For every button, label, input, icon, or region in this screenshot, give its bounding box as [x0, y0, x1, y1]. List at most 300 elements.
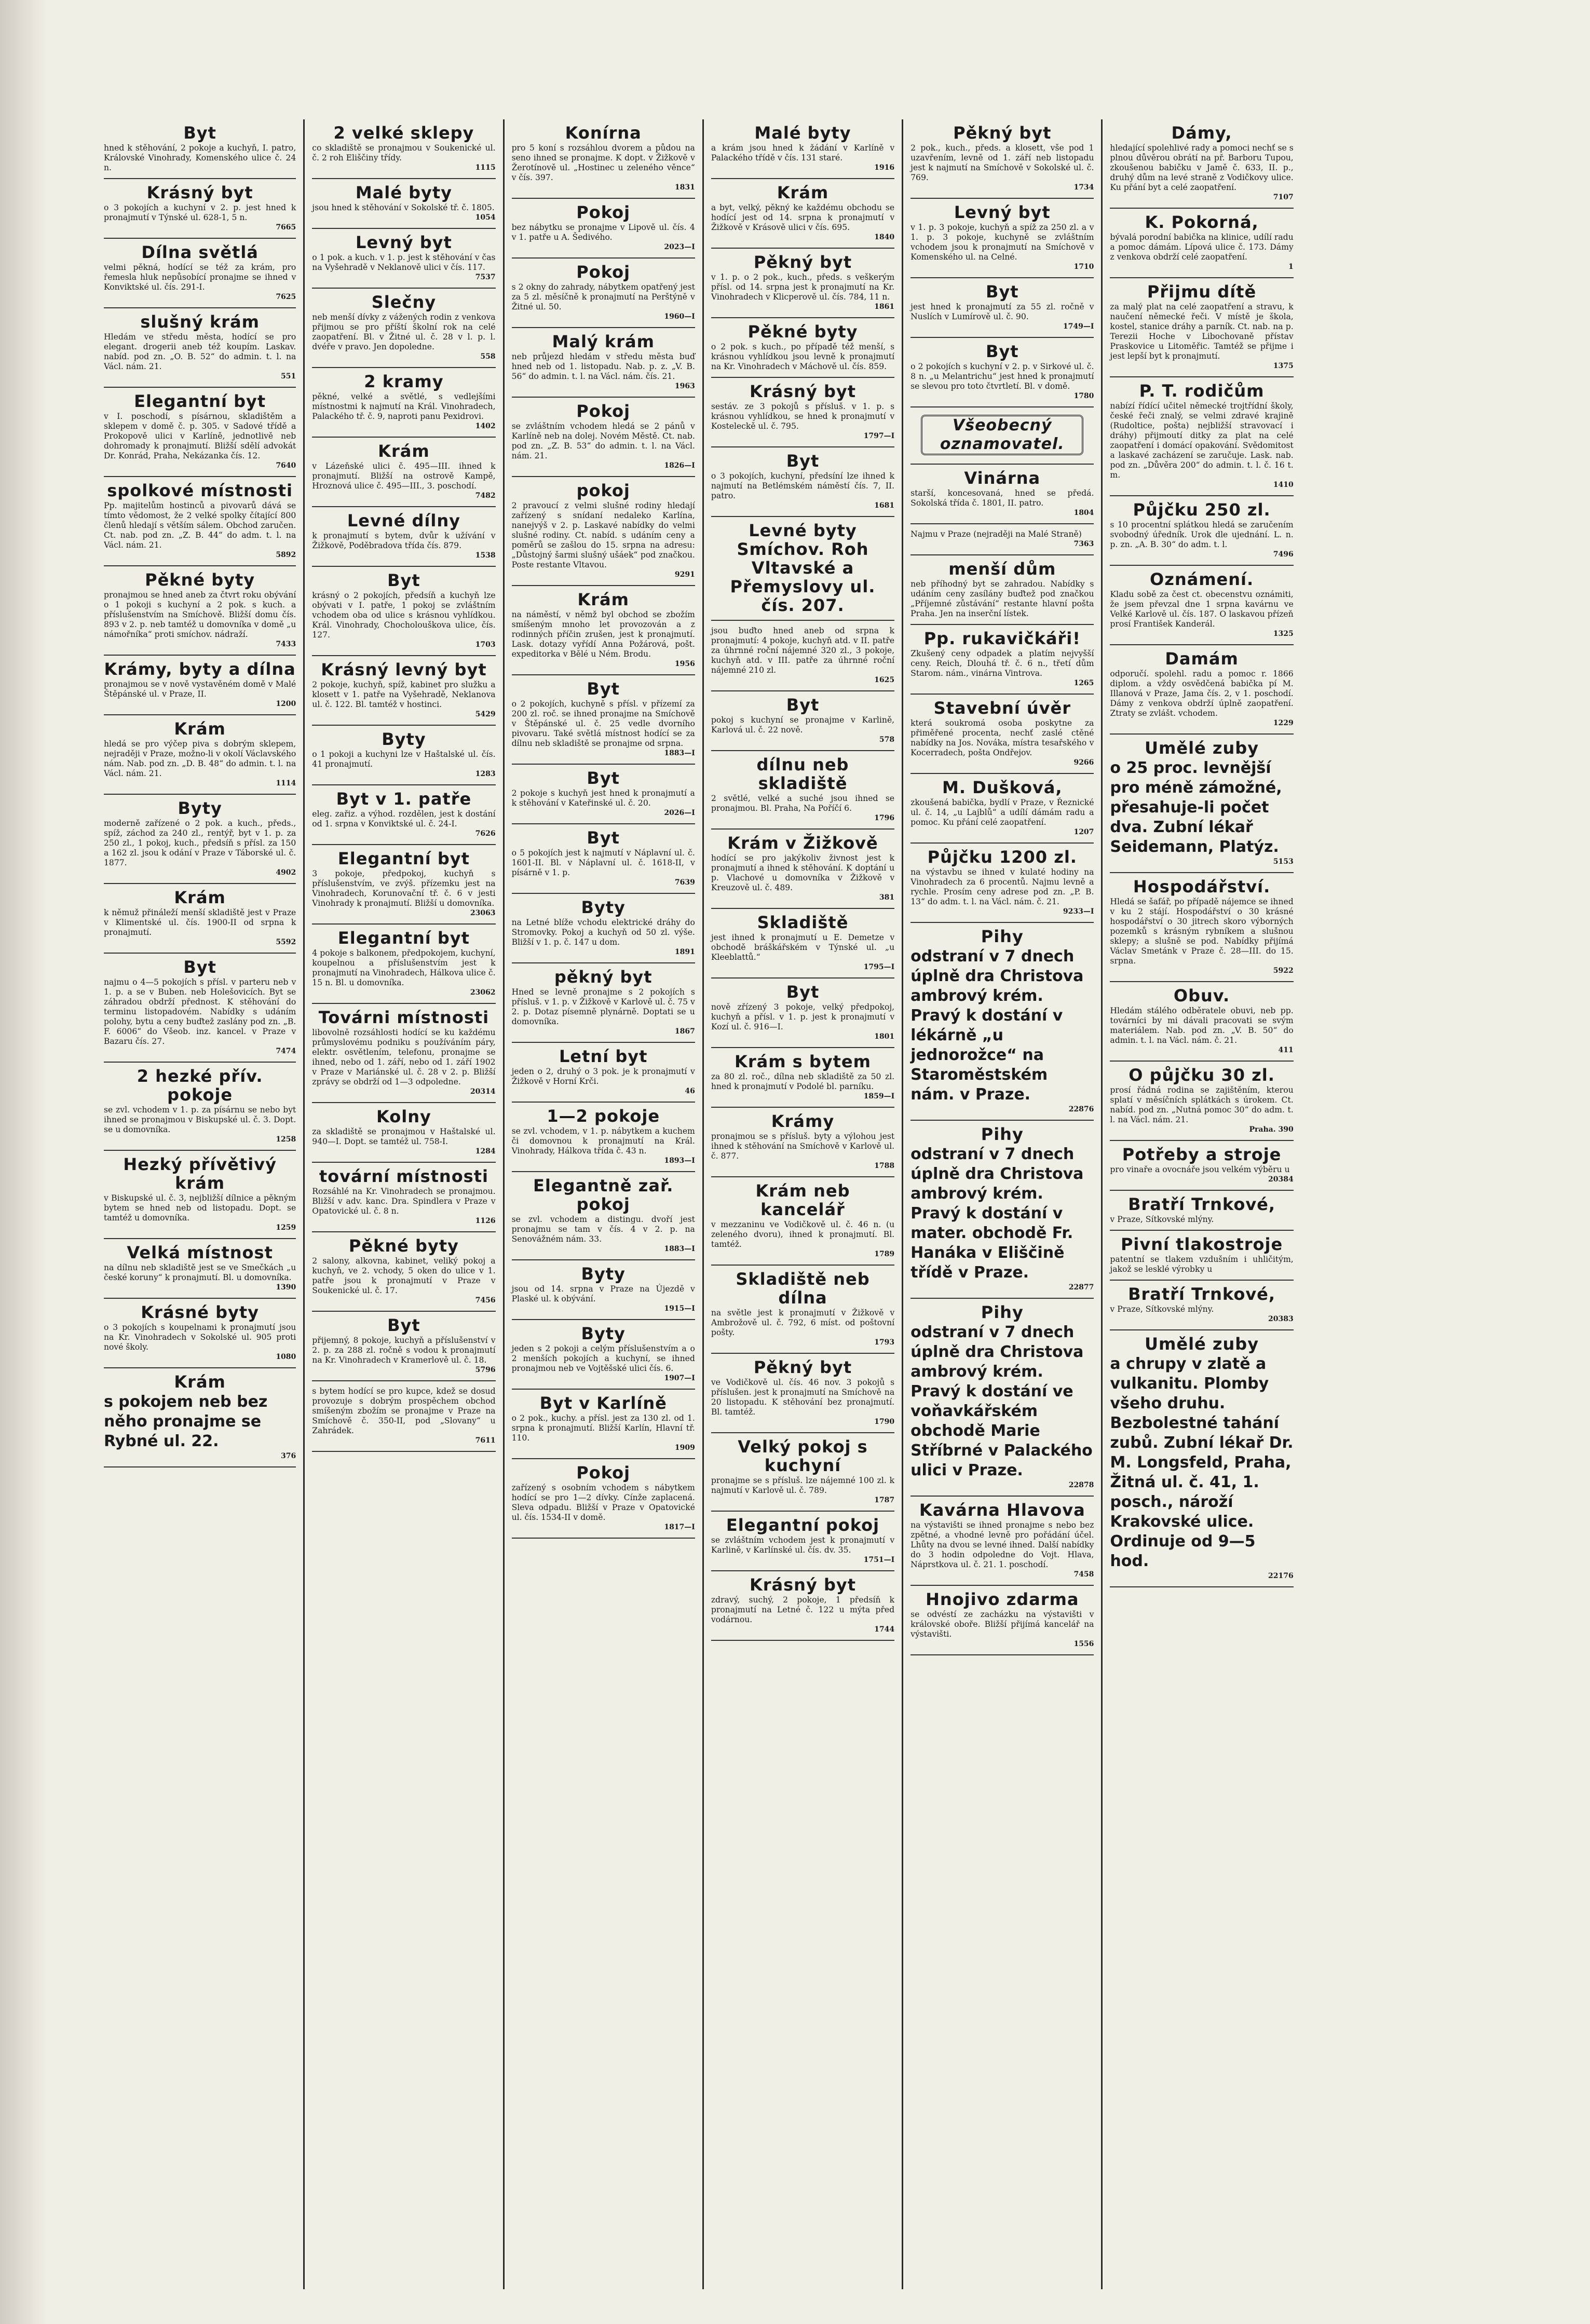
ad-body: a chrupy v zlatě a vulkanitu. Plomby všeho druhu. Bezbolestné tahání zubů. Zubní lékař Dr. M. Longsfeld, Praha, Žitná ul. č. 41, 1. posch., nároží Krakovské ulice. Ordinuje od 9—5 hod. — [1110, 1355, 1294, 1570]
ad-body: neb menší dívky z vážených rodin z venkova přijmou se pro příští školní rok na celé zaopatření. Bl. v Žitné ul. č. 28 v l. p. l. dvéře v pravo. Jen dopoledne. — [312, 312, 496, 351]
ad-body: ve Vodičkově ul. čís. 46 nov. 3 pokojů s příslušen. jest k pronajmutí na Smíchově na 20 listopadu. K stěhování bez pronajmutí. Bl. tamtéž. — [711, 1378, 895, 1417]
classified-ad — [1110, 982, 1293, 1062]
ad-body: patentní se tlakem vzdušním i uhličitým, jakož se lesklé výrobky u — [1110, 1255, 1294, 1274]
ad-number: 1 — [1288, 263, 1294, 271]
ad-heading: Byt v 1. patře — [336, 789, 472, 809]
ad-heading: spolkové místnosti — [107, 481, 293, 500]
ad-body: Hledám ve středu města, hodící se pro elegant. drogerii aneb též koupím. Laskav. nabíd. pod zn. „O. B. 52“ do admin. t. l. na Václ. nám. 21. — [104, 332, 296, 371]
ad-heading: Byt — [387, 570, 420, 590]
ad-body: pronajmou se v nově vystavěném domě v Malé Štěpánské ul. v Praze, II. — [104, 679, 296, 699]
classified-ad — [104, 1299, 296, 1368]
ad-heading: Kavárna Hlavova — [919, 1500, 1085, 1520]
classified-ad — [711, 447, 894, 517]
ad-number: 1054 — [475, 213, 496, 222]
ad-heading: tovární místnosti — [319, 1166, 488, 1186]
ad-number: 1960—I — [664, 312, 695, 321]
classified-ad — [512, 328, 695, 398]
ad-heading: Byt — [786, 451, 820, 471]
ad-number: 22878 — [1068, 1481, 1094, 1489]
classified-ad — [1110, 873, 1293, 982]
ad-heading: Umělé zuby — [1145, 738, 1259, 758]
ad-number: 1891 — [674, 948, 695, 956]
ad-heading: Levný byt — [356, 233, 452, 252]
ad-heading: Elegantní byt — [337, 928, 470, 948]
ad-heading: K. Pokorná, — [1145, 212, 1259, 232]
classified-ad — [104, 1239, 296, 1299]
classified-ad — [312, 368, 495, 438]
ad-body: jsou buďto hned aneb od srpna k pronajmutí: 4 pokoje, kuchyň atd. v II. patře za úhrnné roční nájemné 320 zl., 3 pokoje, kuchyň atd. v III. patře za úhrnné roční nájemné 210 zl. — [711, 626, 895, 675]
ad-body: v Praze, Sítkovské mlýny. — [1110, 1215, 1214, 1224]
ad-heading: Hospodářství. — [1133, 877, 1271, 896]
ad-heading: Obuv. — [1173, 986, 1230, 1005]
classified-ad — [910, 923, 1094, 1121]
ad-body: libovolně rozsáhlosti hodící se ku každému průmyslovému podniku s používáním páry, elektr. osvětlením, telefonu, pronajme se ihned, nebo od 1. září, nebo od 1. září 1902 v Praze v Mariánské ul. č. 28 v 2. p. Bližší zprávy se obdrží od 1—3 odpoledne. — [312, 1028, 496, 1086]
classified-ad — [312, 1381, 495, 1452]
ad-body: v Biskupské ul. č. 3, nejbližší dílnice a pěkným bytem se hned neb od listopadu. Dopt. se tamtéž u domovníka. — [104, 1193, 296, 1222]
ad-body: odporučí. spolehl. radu a pomoc r. 1866 diplom. a vždy osvědčená babička pí M. Illanová v Praze, Jama čís. 2, v 1. poschodí. Dámy z venkova obdrží úplně zaopatření. Ztraty se zvlášt. vchodem. — [1110, 669, 1294, 718]
ad-heading: Byt — [183, 123, 216, 143]
classified-ad — [1110, 566, 1293, 645]
ad-body: pokoj s kuchyní se pronajme v Karlině, Karlová ul. č. 22 nově. — [711, 715, 895, 735]
classified-ad — [104, 179, 296, 239]
ad-heading: Konírna — [565, 123, 642, 143]
ad-heading: Pokoj — [576, 202, 631, 222]
classified-ad — [910, 844, 1094, 923]
ad-heading: Hezký přívětivý krám — [123, 1154, 277, 1193]
ad-heading: Velký pokoj s kuchyní — [738, 1437, 868, 1475]
ad-body: 2 pokoje, kuchyň, spíž, kabinet pro služku a klosett v 1. patře na Vyšehradě, Neklanova ul. č. 122. Bl. tamtéž v hostinci. — [312, 680, 496, 709]
ad-heading: Levné dílny — [347, 511, 460, 531]
ad-heading: Přijmu dítě — [1147, 282, 1257, 302]
ad-number: 1797—I — [863, 432, 895, 440]
ad-body: Pp. majitelům hostinců a pivovarů dává se tímto vědomost, že 2 velké spolky čítající 800 členů hledají s větším sálem. Obchod zaručen. Ct. nab. pod zn. „Z. B. 44“ do adm. t. l. na Václ. nám. 21. — [104, 501, 296, 550]
classified-ad — [312, 289, 495, 368]
ad-number: 7625 — [276, 293, 296, 301]
ad-body: 2 salony, alkovna, kabinet, veliký pokoj a kuchyň, ve 2. vchody, 5 oken do ulice v 1. patře jsou k pronajmutí v Praze v Soukenické ul. č. 17. — [312, 1256, 496, 1295]
ad-number: 1284 — [475, 1147, 496, 1156]
classified-ad — [711, 978, 894, 1048]
classified-ad — [312, 119, 495, 179]
ad-body: o 3 pokojích a kuchyní v 2. p. jest hned k pronajmutí v Týnské ul. 628-1, 5 n. — [104, 203, 296, 222]
ad-body: Hledá se šafář, po případě nájemce se ihned v ku 2 stájí. Hospodářství o 30 krásné hospodářství o 30 jitrech skoro výborných pozemků s krásným rybníkem a slušnou sklepy; a slušně se pod. Nabídky přijímá Václav Smetánk v Praze č. 28—III. do 15. srpna. — [1110, 897, 1294, 966]
ad-body: Rozsáhlé na Kr. Vinohradech se pronajmou. Bližší v adv. kanc. Dra. Spindlera v Praze v Opatovické ul. č. 8 n. — [312, 1187, 496, 1216]
ad-body: za skladiště se pronajmou v Haštalské ul. 940—I. Dopt. se tamtéž ul. 758-I. — [312, 1127, 496, 1146]
ad-heading: Krámy — [771, 1111, 835, 1131]
ad-number: 2023—I — [664, 243, 695, 251]
classified-ad — [104, 119, 296, 179]
ad-body: o 3 pokojích, kuchyní, předsíní lze ihned k najmutí na Betlémském náměstí čís. 7, II. patro. — [711, 471, 895, 500]
ad-body: sestáv. ze 3 pokojů s přísluš. v 1. p. s krásnou vyhlídkou, se hned k pronajmutí v Kosteleckě ul. č. 795. — [711, 402, 895, 431]
ad-heading: Levné byty Smíchov. Roh Vltavské a Přemyslovy ul. čís. 207. — [730, 521, 876, 615]
ad-heading: Skladiště — [757, 913, 849, 932]
ad-heading: Oznámení. — [1149, 569, 1254, 589]
ad-body: v 1. p. 3 pokoje, kuchyň a spíž za 250 zl. a v 1. p. 3 pokoje, kuchyně se zvláštním vchodem jsou k pronajmutí na Smíchově v Komenského ul. na Celné. — [910, 223, 1094, 262]
ad-body: pěkné, velké a světlé, s vedlejšími místnostmi k najmutí na Král. Vinohradech, Palackého tř. č. 9, naproti panu Pexidrovi. — [312, 392, 496, 421]
classified-ad — [512, 675, 695, 765]
classified-ad — [312, 1232, 495, 1312]
classified-ad — [312, 845, 495, 925]
ad-heading: Pěkný byt — [953, 123, 1052, 143]
classified-ad — [910, 524, 1094, 555]
ad-heading: Elegantní pokoj — [726, 1515, 880, 1535]
classified-ad — [512, 586, 695, 675]
classified-ad — [312, 229, 495, 289]
ad-heading: Malé byty — [754, 123, 851, 143]
ad-number: 1963 — [674, 382, 695, 390]
ad-number: 1734 — [1073, 183, 1094, 192]
ad-number: 7665 — [276, 223, 296, 232]
ad-number: 9266 — [1073, 758, 1094, 767]
ad-body: prosí řádná rodina se zajištěním, kterou splatí v měsíčních splátkách s úrokem. Ct. nabíd. pod zn. „Nutná pomoc 30“ do adm. t. l. na Václ. nám. 21. — [1110, 1085, 1294, 1124]
ad-body: v I. poschodí, s písárnou, skladištěm a sklepem v domě č. p. 305. v Sadové třídě a Prokopově ulici v Karlíně, jednotlivě neb dohromady k pronajmutí. Bližší sdělí advokát Dr. Konrád, Praha, Nekázanka čís. 12. — [104, 412, 296, 460]
ad-number: 22176 — [1268, 1572, 1294, 1580]
classified-ad — [1110, 496, 1293, 566]
ad-body: o 3 pokojích s koupelnami k pronajmutí jsou na Kr. Vinohradech v Sokolské ul. 905 proti nové školy. — [104, 1323, 296, 1352]
classified-ad — [1110, 1281, 1293, 1330]
ad-number: 558 — [480, 352, 496, 361]
classified-ad — [104, 1151, 296, 1239]
ad-body: neb příhodný byt se zahradou. Nabídky s udáním ceny zasílány buďtež pod značkou „Příjemné zůstávání“ restante hlavní pošta Praha. Jen na inserční lístek. — [910, 579, 1094, 618]
ad-number: 1259 — [276, 1224, 296, 1232]
classified-ad — [910, 1299, 1094, 1497]
ad-body: o 2 pok. s kuch., po případě též menší, s krásnou vyhlídkou jsou levně k pronajmutí na Kr. Vinohradech v Máchově ul. čís. 859. — [711, 342, 895, 371]
classified-ad — [512, 1043, 695, 1103]
classified-ad — [1110, 119, 1293, 209]
ad-number: 5796 — [475, 1366, 496, 1374]
ad-number: 22877 — [1068, 1283, 1094, 1292]
classified-ad — [104, 308, 296, 388]
ad-number: 7433 — [276, 640, 296, 648]
ad-number: 7474 — [276, 1047, 296, 1055]
ad-heading: Krám — [174, 1372, 226, 1392]
ad-body: o 25 proc. levnější pro méně zámožné, přesahuje-li počet dva. Zubní lékař Seidemann, Platýz. — [1110, 759, 1282, 856]
classified-ad — [312, 507, 495, 567]
ad-body: pronajmou se s přísluš. byty a výlohou jest ihned k stěhování na Smíchově v Karlově ul. č. 877. — [711, 1132, 895, 1161]
classified-ad — [512, 199, 695, 259]
ad-number: 1788 — [874, 1162, 895, 1170]
classified-ad — [711, 517, 894, 621]
classified-ad — [910, 1497, 1094, 1586]
ad-heading: Pp. rukavičkáři! — [923, 629, 1081, 648]
ad-number: 1796 — [874, 814, 895, 822]
ad-heading: Pěkné byty — [145, 570, 255, 590]
ad-number: 1749—I — [1063, 322, 1094, 331]
classified-ad — [711, 691, 894, 751]
ad-number: 1207 — [1073, 828, 1094, 836]
classified-ad — [711, 830, 894, 909]
ad-heading: Továrni místnosti — [318, 1008, 490, 1027]
ad-number: 1710 — [1073, 263, 1094, 271]
ad-heading: Krám v Žižkově — [727, 833, 878, 853]
classified-ad — [910, 625, 1094, 695]
classified-ad — [711, 1354, 894, 1433]
classified-ad — [711, 1433, 894, 1512]
ad-number: 5592 — [276, 938, 296, 946]
page-edge-shadow — [0, 0, 47, 2324]
ad-body: v mezzaninu ve Vodičkově ul. č. 46 n. (u zeleného dvoru), ihned k pronajmutí. Bl. tamtéž. — [711, 1220, 895, 1249]
ad-number: 411 — [1278, 1046, 1294, 1054]
ad-number: 1801 — [874, 1032, 895, 1041]
ad-number: 1840 — [874, 233, 895, 241]
ad-heading: Levný byt — [954, 202, 1051, 222]
ad-body: odstraní v 7 dnech úplně dra Christova ambrový krém. Pravý k dostání v mater. obchodě Fr. Hanáka v Eliščině třídě v Praze. — [910, 1145, 1084, 1282]
classified-ad — [910, 1121, 1094, 1299]
ad-number: 7458 — [1073, 1570, 1094, 1579]
ad-heading: Pihy — [981, 1302, 1024, 1322]
ad-number: 9291 — [674, 570, 695, 579]
ad-number: 7626 — [475, 830, 496, 838]
ad-body: 2 pravoucí z velmi slušné rodiny hledají zařízený s snídaní nedaleko Karlína, nanejvýš v 2. p. Laskavé nabídky do velmi slušné rodiny. Ct. nabíd. s udáním ceny a poměrů se zašlou do 15. srpna na adresu: „Důstojný šarmi slušný ušáek“ pod značkou. Poste restante Vltavou. — [511, 501, 695, 569]
ad-heading: Krásný byt — [146, 183, 253, 202]
classified-ad — [312, 726, 495, 785]
classified-ad — [910, 119, 1094, 199]
ad-number: 1826—I — [664, 461, 695, 470]
classified-ad — [1110, 1141, 1293, 1191]
ad-body: v 1. p. o 2 pok., kuch., předs. s veškerým přísl. od 14. srpna jest k pronajmutí na Kr. Vinohradech v Klicperově ul. čís. 784, 11 n. — [711, 273, 895, 302]
ad-body: v Praze, Sítkovské mlýny. — [1110, 1304, 1214, 1314]
ad-number: 1538 — [475, 551, 496, 560]
ad-body: o 5 pokojích jest k najmutí v Náplavní ul. č. 1601-II. Bl. v Náplavní ul. č. 1618-II, v písárně v 1. p. — [511, 848, 695, 877]
ad-heading: 2 hezké přív. pokoje — [137, 1066, 263, 1105]
ad-number: 7639 — [674, 878, 695, 887]
ad-number: 1229 — [1273, 719, 1294, 727]
classified-ad — [711, 1048, 894, 1108]
ad-body: se zvl. vchodem v 1. p. za písárnu se nebo byt ihned se pronajmou v Biskupské ul. č. 3. Dopt. se u domovníka. — [104, 1105, 296, 1134]
ad-heading: Pěkný byt — [753, 252, 852, 272]
classified-ad — [512, 765, 695, 824]
ad-heading: Krám — [378, 441, 430, 461]
ad-body: pro vinaře a ovocnáře jsou velkém výběru u — [1110, 1165, 1290, 1174]
classified-ad — [512, 1103, 695, 1172]
ad-number: 1883—I — [664, 749, 695, 757]
ad-heading: Slečny — [371, 292, 437, 312]
ad-heading: slušný krám — [140, 312, 260, 332]
ad-number: 1115 — [475, 164, 496, 172]
ad-heading: Hnojivo zdarma — [926, 1589, 1079, 1609]
ad-number: 20314 — [470, 1088, 496, 1096]
ad-heading: Půjčku 1200 zl. — [927, 847, 1077, 867]
ad-number: 1375 — [1273, 362, 1294, 370]
classified-ad — [104, 566, 296, 656]
classified-ad — [711, 621, 894, 691]
ad-body: o 2 pok., kuchy. a přísl. jest za 130 zl. od 1. srpna k pronajmutí. Bližší Karlín, Hlavní tř. 110. — [511, 1414, 695, 1443]
classified-ad — [512, 477, 695, 586]
ad-heading: pěkný byt — [554, 967, 653, 987]
ad-body: jest hned k pronajmutí za 55 zl. ročně v Nuslích v Lumírově ul. č. 90. — [910, 302, 1094, 321]
ad-heading: Dílna světlá — [141, 242, 259, 262]
ad-body: pro 5 koní s rozsáhlou dvorem a půdou na seno ihned se pronajme. K dopt. v Žižkově v Žerotínově ul. „Hostinec u zeleného věnce“ v čís. 397. — [511, 143, 695, 182]
ad-heading: Byt — [587, 679, 620, 699]
ad-body: s 10 procentní splátkou hledá se zaručením svobodný úředník. Urok dle ujednání. L. n. p. zn. „A. B. 30“ do adm. t. l. — [1110, 520, 1294, 549]
classified-ad — [910, 555, 1094, 625]
ad-body: co skladiště se pronajmou v Soukenické ul. č. 2 roh Eliščiny třídy. — [312, 143, 496, 162]
ad-body: se odvéstí ze zacházku na výstavišti v královské oboře. Bližší přijímá kancelář na výstavišti. — [910, 1610, 1094, 1639]
ad-number: 4902 — [276, 868, 296, 877]
ad-heading: Elegantně zař. pokoj — [533, 1176, 674, 1214]
ad-number: 5922 — [1273, 967, 1294, 975]
ad-body: o 1 pokoji a kuchyni lze v Haštalské ul. čís. 41 pronajmutí. — [312, 750, 496, 769]
ad-number: 1200 — [276, 700, 296, 708]
ad-body: bez nábytku se pronajme v Lipově ul. čís. 4 v 1. patře u A. Šedivého. — [511, 223, 695, 242]
ad-heading: Vinárna — [964, 468, 1041, 488]
ad-heading: Byt — [986, 342, 1019, 361]
ad-body: na Letné blíže vchodu elektrické dráhy do Stromovky. Pokoj a kuchyň od 50 zl. výše. Bližší v 1. p. č. 147 u dom. — [511, 918, 695, 947]
ad-number: 1126 — [475, 1217, 496, 1225]
ad-number: 1114 — [276, 779, 296, 787]
ad-number: 7482 — [475, 492, 496, 500]
ad-body: velmi pěkná, hodící se též za krám, pro řemesla hluk nepůsobící pronajme se ihned v Konviktské ul. čís. 291-I. — [104, 263, 296, 292]
ad-number: 1751—I — [863, 1556, 895, 1564]
classified-ad — [312, 567, 495, 656]
ad-heading: Umělé zuby — [1145, 1334, 1259, 1354]
ad-body: pronajmou se hned aneb za čtvrt roku obývání o 1 pokoji s kuchyní a 2 pok. s kuch. a příslušenstvím na Smíchově. Bližší domu čís. 893 v 2. p. neb tamtéž u domovníka v domě „u námořníka“ proti smíchov. nádraží. — [104, 590, 296, 639]
ad-heading: Byty — [178, 798, 222, 818]
ad-heading: Krám s bytem — [735, 1052, 871, 1071]
classified-ad — [512, 1320, 695, 1390]
ad-heading: Byty — [581, 1264, 626, 1284]
ad-number: 7611 — [475, 1436, 496, 1445]
classified-ad — [711, 1266, 894, 1354]
ad-number: 1402 — [475, 422, 496, 430]
ad-body: jsou hned k stěhování v Sokolské tř. č. 1805. — [312, 203, 495, 212]
ad-number: 1795—I — [863, 963, 895, 971]
classified-ad — [312, 1312, 495, 1381]
ad-body: se zvl. vchodem a distingu. dvoří jest pronajmu se tam v čís. 4 v 2. p. na Senovážném nám. 33. — [511, 1215, 695, 1244]
ad-number: 7456 — [475, 1296, 496, 1304]
ad-body: s 2 okny do zahrady, nábytkem opatřený jest za 5 zl. měsíčně k pronajmutí na Perštýně v Žitné ul. 50. — [511, 282, 695, 311]
ad-number: 1410 — [1273, 481, 1294, 489]
ad-number: 1909 — [674, 1444, 695, 1452]
classified-ad — [312, 785, 495, 845]
ad-heading: Půjčku 250 zl. — [1133, 500, 1271, 520]
classified-ad — [104, 656, 296, 715]
classified-ad — [104, 954, 296, 1063]
ad-heading: Pěkné byty — [748, 322, 858, 342]
ad-body: v Lázeňské ulici č. 495—III. ihned k pronajmutí. Bližší na ostrově Kampě, Hroznová ulice č. 495—III., 3. poschodí. — [312, 461, 496, 491]
ad-heading: Pěkné byty — [348, 1236, 459, 1256]
ad-body: zařízený s osobním vchodem s nábytkem hodící se pro 1—2 dívky. Cínže zaplacená. Sleva odpadu. Bližší v Praze v Opatovické ul. čís. 1534-II v domě. — [511, 1483, 695, 1522]
ad-number: 578 — [879, 736, 895, 744]
ad-number: 20383 — [1268, 1315, 1294, 1323]
ad-heading: Malé byty — [355, 183, 452, 202]
ad-body: najmu o 4—5 pokojích s přísl. v parteru neb v 1. p. a se v Buben. neb Holešovicích. Byt se záhradou obdrží přednost. K stěhování do terminu listopadovém. Nabídky s udáním polohy, bytu a ceny buďtež zaslány pod zn. „B. F. 6006“ do Všeob. inz. kancel. v Praze v Bazaru čís. 27. — [104, 977, 296, 1046]
ad-heading: Elegantní byt — [337, 849, 470, 868]
ad-heading: Letní byt — [559, 1047, 648, 1066]
ad-heading: Pihy — [981, 927, 1024, 946]
classified-ad — [1110, 1062, 1293, 1141]
ad-heading: Byt — [587, 828, 620, 848]
ad-body: 3 pokoje, předpokoj, kuchyň s příslušenstvím, ve zvýš. přízemku jest na Vinohradech, Korunovační tř. č. 6 v jesti Vinohrady k pronajmutí. Bližší u domovníka. — [312, 869, 496, 908]
classified-ad — [711, 1571, 894, 1641]
classified-ad — [312, 1004, 495, 1103]
ad-column — [303, 119, 502, 2289]
ad-body: za 80 zl. roč., dílna neb skladiště za 50 zl. hned k pronajmutí v Podolé bl. parníku. — [711, 1072, 895, 1091]
ad-heading: Bratří Trnkové, — [1128, 1194, 1276, 1214]
ad-column — [902, 119, 1101, 2289]
ad-number: 7107 — [1273, 193, 1294, 201]
classified-ad — [104, 1063, 296, 1151]
ad-body: 4 pokoje s balkonem, předpokojem, kuchyní, koupelnou a příslušenstvím jest k pronajmutí na Vinohradech, Hálkova ulice č. 15 n. Bl. u domovníka. — [312, 948, 496, 987]
classified-ad — [512, 1390, 695, 1459]
ad-body: jeden s 2 pokoji a celým příslušenstvím a o 2 menších pokojích a kuchyní, se ihned pronajmou neb ve Vojtěšské ulici čís. 6. — [511, 1344, 695, 1373]
classified-ad — [910, 774, 1094, 844]
ad-number: 376 — [281, 1452, 296, 1460]
classified-ad — [711, 378, 894, 447]
ad-number: 7496 — [1273, 550, 1294, 559]
ad-heading: Damám — [1165, 649, 1239, 669]
ad-number: 1283 — [475, 770, 496, 778]
ad-body: hledající spolehlivé rady a pomoci nechť se s plnou důvěrou obrátí na př. Barboru Tupou, zkoušenou babičku v Jamě č. 633, II. p., druhý dům na levé straně z Vodičkovy ulice. Ku přání byt a celé zaopatření. — [1110, 143, 1294, 192]
ad-number: 7640 — [276, 461, 296, 470]
ad-number: 1080 — [276, 1353, 296, 1361]
ad-heading: Pokoj — [576, 401, 631, 421]
ad-heading: Bratří Trnkové, — [1128, 1284, 1276, 1304]
ad-body: na výstavbu se ihned v kulaté hodiny na Vinohradech za 6 procentů. Najmu levně a rychle. Prosím ceny adrese pod zn. „P. B. 13“ do adm. t. l. na Václ. nám. č. 21. — [910, 867, 1094, 906]
ad-body: 2 pokoje s kuchyň jest hned k pronajmutí a k stěhování v Kateřinské ul. č. 20. — [511, 789, 695, 808]
ad-body: na výstavišti se ihned pronajme s nebo bez zpětné, a vhodné levně pro pořádání účel. Lhůty na dvou se levné ihned. Další nabídky do 3 hodin odpoledne do Vojt. Hlava, Náprstkova ul. č. 21. 1. poschodí. — [910, 1520, 1094, 1569]
ad-body: jeden o 2, druhý o 3 pok. je k pronajmutí v Žižkově v Horní Krči. — [511, 1067, 695, 1086]
ad-number: 1883—I — [664, 1245, 695, 1253]
ad-number: 1804 — [1073, 509, 1094, 517]
ad-number: 1325 — [1273, 630, 1294, 638]
ad-heading: Krámy, byty a dílna — [104, 659, 296, 679]
ad-number: 1258 — [276, 1135, 296, 1144]
classified-ad — [711, 179, 894, 249]
ad-heading: Byt — [786, 982, 820, 1002]
ad-heading: Byt — [786, 695, 820, 715]
classified-ad — [312, 179, 495, 229]
ad-body: hodící se pro jakýkoliv živnost jest k pronajmutí a ihned k stěhování. K doptání u p. Vlachové u domovníka v Žižkově v Kreuzově ul. č. 489. — [711, 853, 895, 892]
ad-column — [702, 119, 902, 2289]
ad-number: 1907—I — [664, 1374, 695, 1382]
ad-body: zdravý, suchý, 2 pokoje, 1 předsíň k pronajmutí na Letné č. 122 u mýta před vodárnou. — [711, 1595, 895, 1624]
ad-body: která soukromá osoba poskytne za přiměřené procenta, nechť zaslé ctěné nabídky na Jos. Nováka, místra tesařského v Kocerradech, pošta Ondřejov. — [910, 718, 1094, 757]
ad-heading: pokoj — [576, 481, 630, 500]
ad-heading: O půjčku 30 zl. — [1129, 1065, 1275, 1085]
ad-number: 5153 — [1273, 858, 1294, 866]
ad-heading: Pihy — [981, 1124, 1024, 1144]
classified-ad — [711, 751, 894, 830]
classified-ad — [711, 249, 894, 318]
ad-heading: Pivní tlakostroje — [1120, 1234, 1283, 1254]
classified-ad — [1110, 645, 1293, 735]
ad-body: za malý plat na celé zaopatření a stravu, k naučení německé řeči. V místě je škola, kostel, stanice dráhy a parník. Ct. nab. na p. Terezii Hoche v Libochovaně přístav Praskovice u Litoměřic. Tamtéž se přijme i jest lepší byt k pronajmutí. — [1110, 302, 1294, 361]
ad-number: 23063 — [470, 909, 496, 917]
ad-heading: P. T. rodičům — [1139, 381, 1265, 401]
ad-number: 1893—I — [664, 1157, 695, 1165]
ad-number: 1956 — [674, 660, 695, 668]
classified-ad — [512, 259, 695, 328]
classified-ad — [910, 695, 1094, 774]
ad-heading: menší dům — [948, 559, 1056, 579]
classified-ad — [512, 1172, 695, 1260]
ad-number: 1789 — [874, 1250, 895, 1258]
ad-number: 7537 — [475, 273, 496, 281]
ad-heading: Krásný byt — [749, 1575, 857, 1595]
ad-number: 2026—I — [664, 809, 695, 817]
ad-number: 1681 — [874, 501, 895, 510]
ad-number: 1790 — [874, 1418, 895, 1426]
ad-body: krásný o 2 pokojích, předsíň a kuchyň lze obývati v I. patře, 1 pokoj se zvláštním vchodem oba od ulice s krásnou vyhlídkou. Král. Vinohrady, Chocholouškova ulice, čís. 127. — [312, 591, 496, 640]
ad-body: 2 pok., kuch., předs. a klosett, vše pod 1 uzavřením, levně od 1. září neb listopadu jest k najmutí na Smíchově v Sokolské ul. č. 769. — [910, 143, 1094, 182]
ad-body: zkoušená babička, bydlí v Praze, v Řeznické ul. č. 14, „u Lajblů“ a udílí dámám radu a pomoc. Ku přání celé zaopatření. — [910, 798, 1094, 827]
ad-number: 1831 — [674, 183, 695, 192]
ad-heading: Krám — [174, 888, 226, 907]
ad-body: přijemný, 8 pokoje, kuchyň a příslušenství v 2. p. za 288 zl. ročně s vodou k pronajmutí na Kr. Vinohradech v Kramerlově ul. č. 18. — [312, 1336, 496, 1365]
classified-ad — [711, 1177, 894, 1266]
classified-ad — [312, 438, 495, 507]
ad-number: 1744 — [874, 1625, 895, 1634]
